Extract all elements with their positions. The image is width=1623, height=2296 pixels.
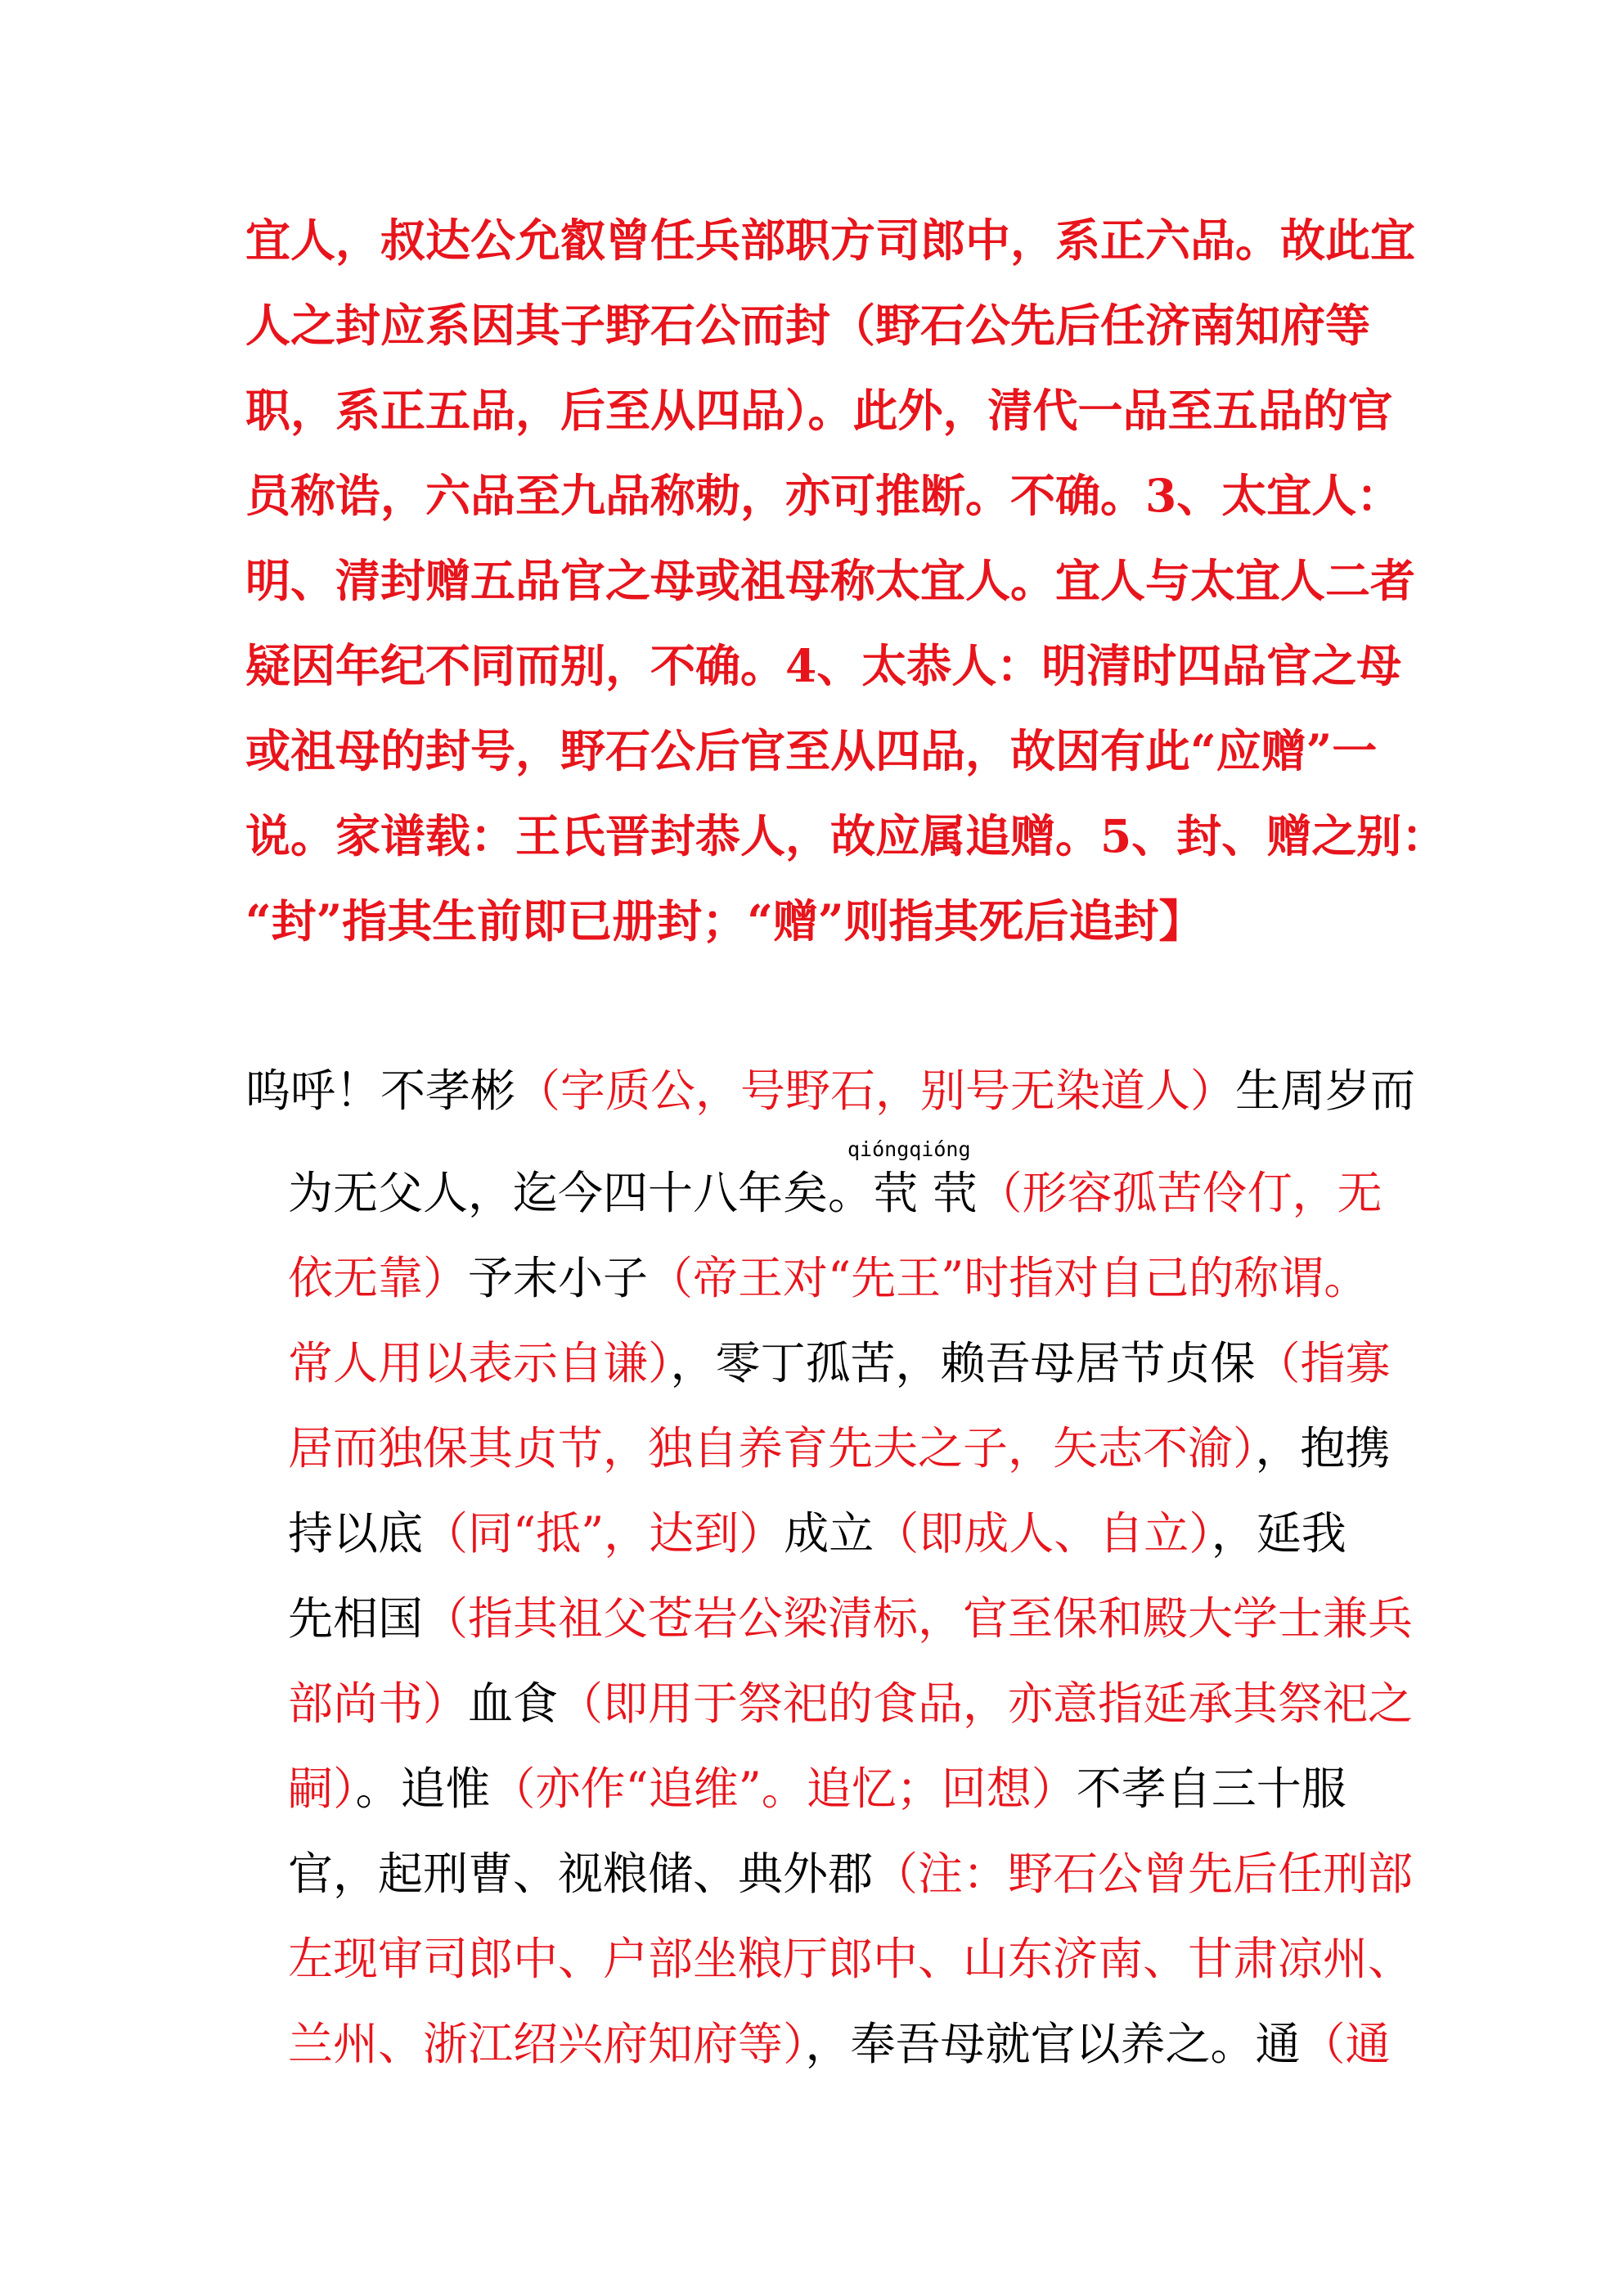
annotation-segment: （同“抵”，达到） — [423, 1507, 785, 1560]
text-line — [245, 709, 1377, 794]
annotation-segment: （即成人、自立） — [874, 1507, 1212, 1560]
pinyin-annotation: qióngqióng — [847, 1137, 971, 1161]
annotation-segment: （指寡 — [1255, 1337, 1391, 1389]
annotation-segment: “封”指其生前即已册封；“赠”则指其死后追封】 — [245, 894, 1204, 948]
text-segment: 。追惟 — [355, 1763, 491, 1815]
text-line — [288, 1491, 1347, 1576]
text-segment: ，零丁孤苦，赖吾母居节贞保 — [670, 1337, 1256, 1389]
annotation-segment: （指其祖父苍岩公梁清标，官至保和殿大学士兼兵 — [423, 1592, 1414, 1645]
text-line — [245, 794, 1446, 879]
text-segment: 先相国 — [288, 1592, 424, 1645]
annotation-segment: 居而独保其贞节，独自养育先夫之子，矢志不渝） — [288, 1422, 1256, 1474]
text-line — [245, 198, 1415, 283]
text-line — [288, 1576, 1413, 1661]
text-line — [288, 1916, 1413, 2001]
annotation-segment: 嗣） — [288, 1763, 356, 1815]
annotation-segment: 员称诰，六品至九品称勅，亦可推断。不确。3、太宜人： — [245, 469, 1402, 522]
text-segment: 为无父人，迄今四十八年矣。茕 茕 — [288, 1167, 978, 1219]
text-segment: 予末小子 — [468, 1252, 649, 1304]
text-segment: 生周岁而 — [1235, 1065, 1416, 1117]
annotation-segment: 左现审司郎中、户部坐粮厅郎中、山东济南、甘肃凉州、 — [288, 1933, 1414, 1985]
text-line — [245, 283, 1370, 368]
annotation-segment: 宜人，叔达公允叡曾任兵部职方司郎中，系正六品。故此宜 — [245, 214, 1416, 267]
annotation-segment: （字质公，号野石，别号无染道人） — [515, 1065, 1236, 1117]
text-line — [288, 2001, 1391, 2087]
text-line — [288, 1831, 1413, 1916]
text-line — [288, 1661, 1413, 1746]
text-line — [245, 1048, 1415, 1133]
text-segment: 血食 — [468, 1677, 559, 1730]
annotation-segment: 部尚书） — [288, 1677, 469, 1730]
text-line — [245, 538, 1415, 624]
text-segment: ，延我 — [1211, 1507, 1347, 1560]
text-line — [245, 453, 1401, 538]
annotation-segment: （亦作“追维”。追忆；回想） — [490, 1763, 1077, 1815]
annotation-segment: （注：野石公曾先后任刑部 — [873, 1848, 1414, 1900]
text-line — [288, 1321, 1391, 1406]
annotation-segment: （帝王对“先王”时指对自己的称谓。 — [648, 1252, 1369, 1304]
annotation-segment: 人之封应系因其子野石公而封（野石公先后任济南知府等 — [245, 299, 1371, 352]
annotation-segment: 疑因年纪不同而别，不确。4、太恭人：明清时四品官之母 — [245, 639, 1402, 692]
annotation-segment: 依无靠） — [288, 1252, 469, 1304]
text-line — [245, 624, 1401, 709]
text-line — [288, 1150, 1382, 1236]
annotation-segment: 常人用以表示自谦） — [288, 1337, 671, 1389]
text-segment: 不孝自三十服 — [1076, 1763, 1347, 1815]
annotation-segment: 说。家谱载：王氏晋封恭人，故应属追赠。5、封、赠之别： — [245, 809, 1447, 862]
text-segment: 官，起刑曹、视粮储、典外郡 — [288, 1848, 874, 1900]
text-segment: 呜呼！不孝彬 — [245, 1065, 516, 1117]
text-segment: ，抱携 — [1255, 1422, 1391, 1474]
annotation-segment: （即用于祭祀的食品，亦意指延承其祭祀之 — [558, 1677, 1414, 1730]
annotation-segment: （形容孤苦伶仃，无 — [977, 1167, 1382, 1219]
annotation-segment: 明、清封赠五品官之母或祖母称太宜人。宜人与太宜人二者 — [245, 554, 1416, 607]
text-line — [288, 1236, 1369, 1321]
text-segment: ，奉吾母就官以养之。通 — [805, 2018, 1301, 2070]
text-line — [288, 1746, 1347, 1831]
text-line — [245, 879, 1204, 964]
annotation-segment: 兰州、浙江绍兴府知府等） — [288, 2018, 806, 2070]
annotation-segment: 或祖母的封号，野石公后官至从四品，故因有此“应赠”一 — [245, 724, 1378, 777]
text-segment: 持以底 — [288, 1507, 424, 1560]
text-segment: 成立 — [784, 1507, 874, 1560]
text-line — [245, 368, 1393, 453]
annotation-segment: （通 — [1300, 2018, 1391, 2070]
text-line — [288, 1406, 1391, 1491]
annotation-segment: 职，系正五品，后至从四品）。此外，清代一品至五品的官 — [245, 384, 1393, 437]
